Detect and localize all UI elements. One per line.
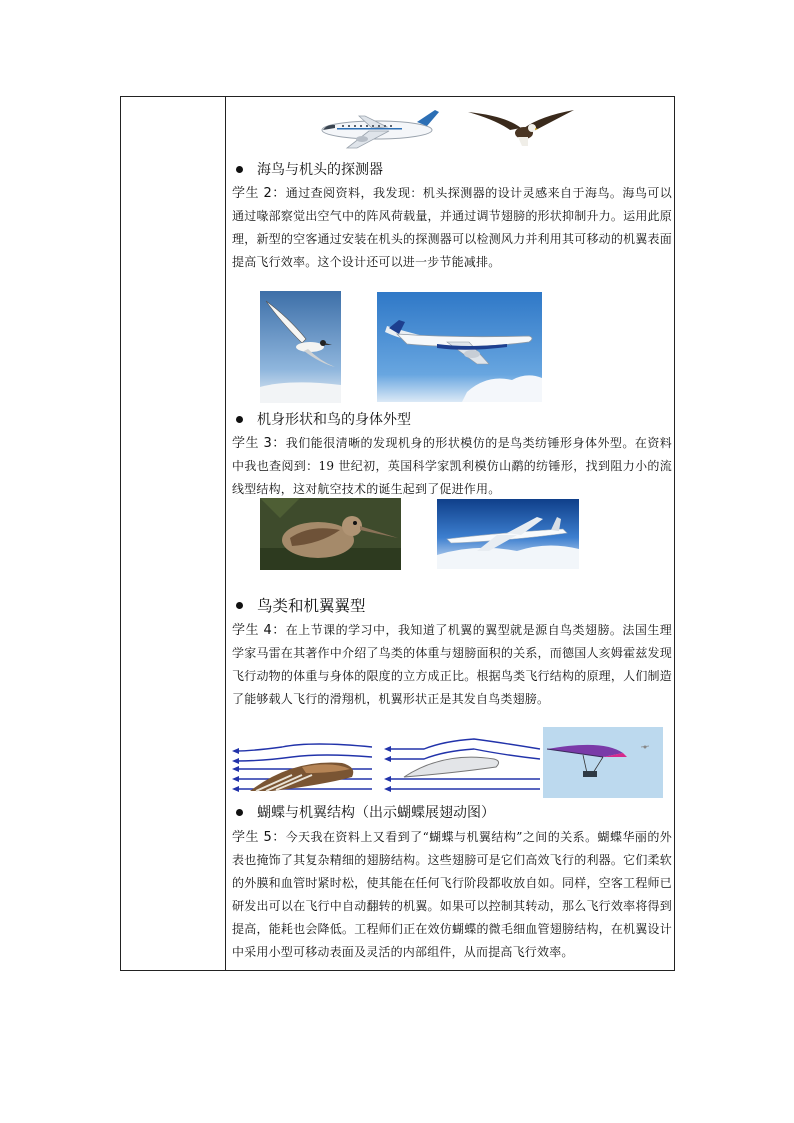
bullet-icon <box>236 809 243 816</box>
lesson-table <box>120 96 675 971</box>
paragraph-student-5: 学生 5：今天我在资料上又看到了“蝴蝶与机翼结构”之间的关系。蝴蝶华丽的外表也掩饰了其复杂精细的翅膀结构。这些翅膀可是它们高效飞行的利器。它们柔软的外膜和血管时紧时松，使其能在任何飞行阶段都收放自如。同样，空客工程师已研发出可以在飞行中自动翻转的机翼。如果可以控制其转动，那么飞行效率将得到提高，能耗也会降低。工程师们正在效仿蝴蝶的微毛细血管翅膀结构，在机翼设计中采用小型可移动表面及灵活的内部组件，从而提高飞行效率。 <box>232 830 672 959</box>
bullet-icon <box>236 416 243 423</box>
bullet-icon <box>236 166 243 173</box>
hang-glider-photo <box>543 727 663 798</box>
section-heading-butterfly: 蝴蝶与机翼结构（出示蝴蝶展翅动图） <box>236 804 495 822</box>
paragraph-student-4: 学生 4：在上节课的学习中，我知道了机翼的翼型就是源自鸟类翅膀。法国生理学家马雷在其著作中介绍了鸟类的体重与翅膀面积的关系，而德国人亥姆霍兹发现飞行动物的体重与身体的限度的立方成正比。根据鸟类飞行结构的原理，人们制造了能够载人飞行的滑翔机，机翼形状正是其发自鸟类翅膀。 <box>232 623 673 706</box>
seabird-photo <box>260 291 341 403</box>
section-heading-seabird: 海鸟与机头的探测器 <box>236 161 383 179</box>
airbus-a350-photo <box>377 292 542 402</box>
paragraph-student-3: 学生 3：我们能很清晰的发现机身的形状模仿的是鸟类纺锤形身体外型。在资料中我也查阅到：19 世纪初，英国科学家凯利模仿山鹬的纺锤形，找到阻力小的流线型结构，这对航空技术的诞生起到了促进作用。 <box>232 436 673 496</box>
section-heading-fuselage: 机身形状和鸟的身体外型 <box>236 411 411 429</box>
paragraph-student-2: 学生 2：通过查阅资料，我发现：机头探测器的设计灵感来自于海鸟。海鸟可以通过喙部察觉出空气中的阵风荷载量，并通过调节翅膀的形状抑制升力。运用此原理，新型的空客通过安装在机头的探测器可以检测风力并利用其可移动的机翼表面提高飞行效率。这个设计还可以进一步节能减排。 <box>232 186 673 269</box>
airplane-illustration <box>317 104 442 151</box>
woodcock-photo <box>260 498 401 570</box>
section-heading-wing-airfoil: 鸟类和机翼翼型 <box>236 597 366 615</box>
concept-plane-photo <box>437 499 579 569</box>
eagle-photo <box>466 106 576 151</box>
content-cell <box>226 97 674 970</box>
bird-wing-airflow-diagram <box>232 737 375 797</box>
bullet-icon <box>236 602 243 609</box>
airfoil-airflow-diagram <box>384 737 542 797</box>
